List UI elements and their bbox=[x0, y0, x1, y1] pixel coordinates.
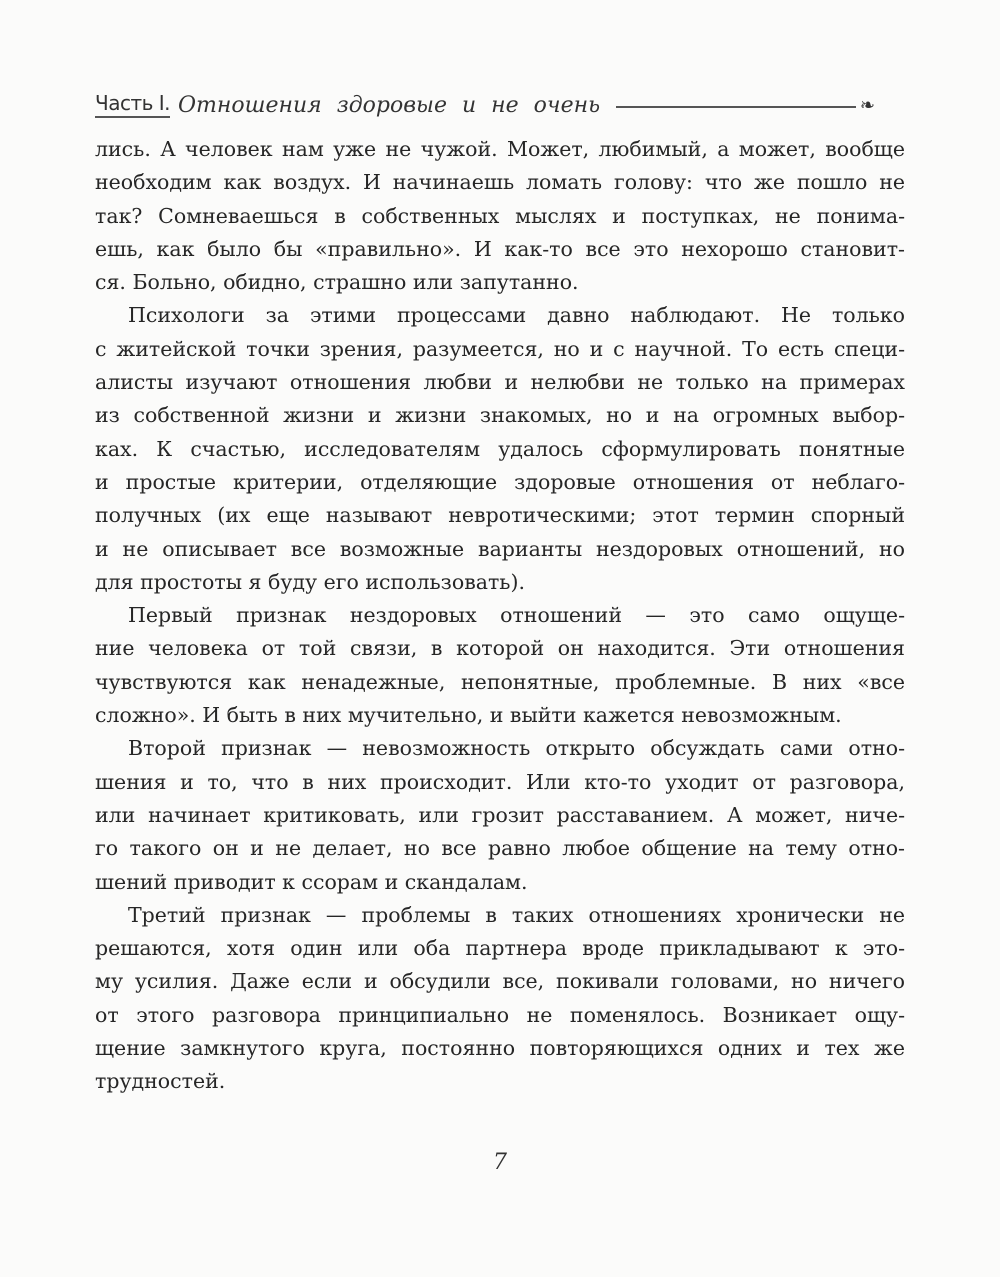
text-line: необходим как воздух. И начинаешь ломать голову: что же пошло не bbox=[95, 170, 905, 195]
paragraph bbox=[95, 599, 905, 732]
text-line: чувствуются как ненадежные, непонятные, проблемные. В них «все bbox=[95, 669, 905, 694]
text-line: Второй признак — невозможность открыто обсуждать сами отно- bbox=[128, 736, 905, 761]
text-line: ешь, как было бы «правильно». И как-то все это нехорошо становит- bbox=[95, 236, 905, 261]
page-number: 7 bbox=[493, 1150, 507, 1175]
ornament-icon: ❧ bbox=[859, 95, 875, 116]
text-line: ся. Больно, обидно, страшно или запутанно. bbox=[95, 270, 579, 295]
paragraph bbox=[95, 899, 905, 1099]
text-line: Первый признак нездоровых отношений — это само ощуще- bbox=[128, 603, 905, 628]
text-line: ние человека от той связи, в которой он находится. Эти отношения bbox=[95, 636, 905, 661]
paragraph bbox=[95, 133, 905, 299]
text-line: из собственной жизни и жизни знакомых, но и на огромных выбор- bbox=[95, 403, 905, 428]
running-header bbox=[95, 82, 875, 118]
chapter-title: Отношения здоровые и не очень bbox=[178, 93, 601, 118]
text-line: от этого разговора принципиально не поменялось. Возникает ощу- bbox=[95, 1002, 905, 1027]
text-line: Третий признак — проблемы в таких отношениях хронически не bbox=[128, 902, 905, 927]
text-line: му усилия. Даже если и обсудили все, покивали головами, но ничего bbox=[95, 969, 905, 994]
text-line: ках. К счастью, исследователям удалось сформулировать понятные bbox=[95, 436, 905, 461]
text-line: шения и то, что в них происходит. Или кто-то уходит от разговора, bbox=[95, 769, 905, 794]
paragraph bbox=[95, 299, 905, 599]
paragraph bbox=[95, 732, 905, 898]
text-line: трудностей. bbox=[95, 1069, 226, 1094]
text-line: щение замкнутого круга, постоянно повторяющихся одних и тех же bbox=[95, 1036, 905, 1061]
text-line: алисты изучают отношения любви и нелюбви не только на примерах bbox=[95, 370, 905, 395]
text-line: получных (их еще называют невротическими; этот термин спорный bbox=[95, 503, 905, 528]
text-line: шений приводит к ссорам и скандалам. bbox=[95, 869, 528, 894]
text-line: и не описывает все возможные варианты нездоровых отношений, но bbox=[95, 536, 905, 561]
text-line: так? Сомневаешься в собственных мыслях и поступках, не понима- bbox=[95, 203, 905, 228]
part-label: Часть I. bbox=[95, 91, 170, 118]
header-rule bbox=[616, 106, 856, 108]
text-line: решаются, хотя один или оба партнера вроде прикладывают к это- bbox=[95, 936, 905, 961]
page-body bbox=[95, 133, 905, 1099]
text-line: с житейской точки зрения, разумеется, но и с научной. То есть специ- bbox=[95, 336, 905, 361]
text-line: и простые критерии, отделяющие здоровые отношения от неблаго- bbox=[95, 469, 905, 494]
text-line: сложно». И быть в них мучительно, и выйти кажется невозможным. bbox=[95, 703, 842, 728]
text-line: или начинает критиковать, или грозит расставанием. А может, ниче- bbox=[95, 802, 905, 827]
text-line: го такого он и не делает, но все равно любое общение на тему отно- bbox=[95, 836, 905, 861]
text-line: для простоты я буду его использовать). bbox=[95, 569, 525, 594]
text-line: Психологи за этими процессами давно наблюдают. Не только bbox=[128, 303, 905, 328]
text-line: лись. А человек нам уже не чужой. Может, любимый, а может, вообще bbox=[95, 137, 905, 161]
